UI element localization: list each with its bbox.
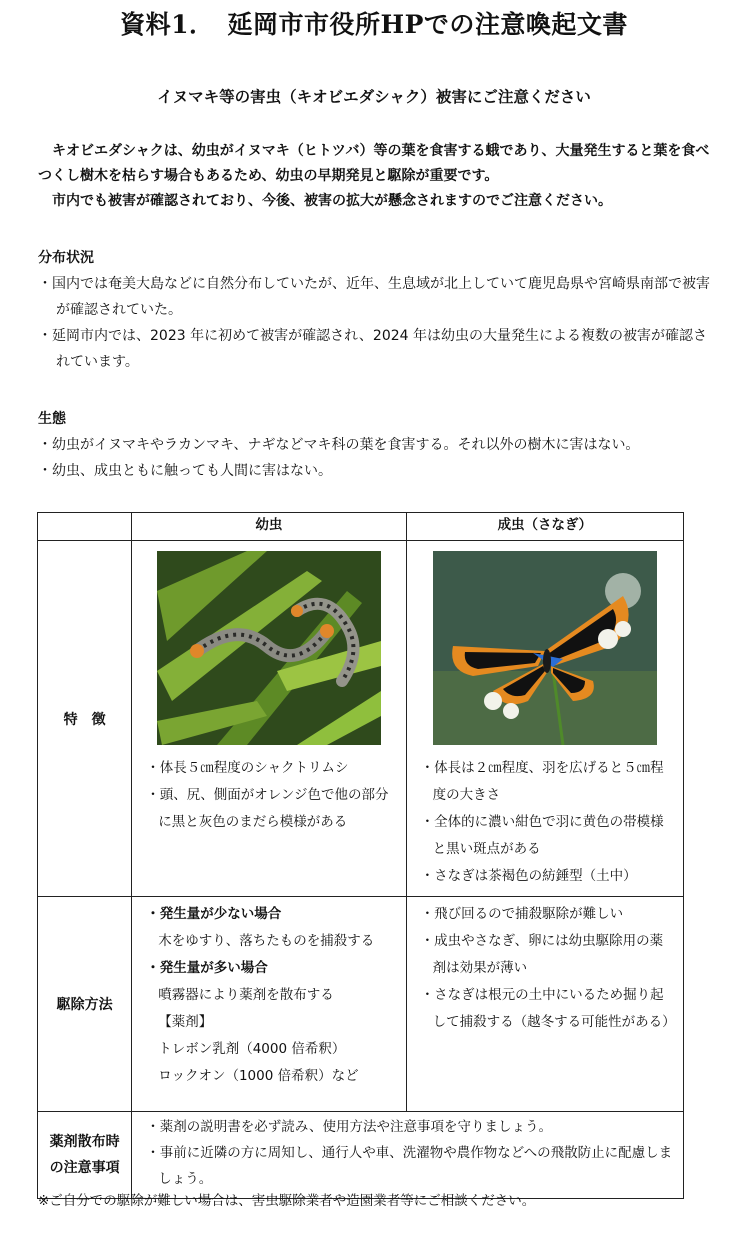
adult-features-cell [406,541,683,897]
removal-label: 駆除方法 [38,897,132,1112]
caution-item: ・薬剤の説明書を必ず読み、使用方法や注意事項を守りましょう。 [146,1119,553,1135]
caution-label-line: 薬剤散布時 [49,1134,120,1150]
chemical-item: ロックオン（1000 倍希釈）など [158,1068,359,1084]
caution-item: ・事前に近隣の方に周知し、通行人や車、洗濯物や農作物などへの飛散防止に配慮しましょう。 [146,1145,673,1187]
notice-subtitle: イヌマキ等の害虫（キオビエダシャク）被害にご注意ください [157,88,591,106]
intro-text [38,139,718,214]
distribution-item: ・国内では奄美大島などに自然分布していたが、近年、生息域が北上していて鹿児島県や宮崎県南部で被害が確認されていた。 [38,276,710,318]
few-occurrence-text: 木をゆすり、落ちたものを捕殺する [158,933,375,949]
adult-moth-photo [433,551,657,745]
footnote: ※ご自分での駆除が難しい場合は、害虫駆除業者や造園業者等にご相談ください。 [38,1193,536,1209]
pest-info-table [37,512,684,1199]
larva-header: 幼虫 [132,513,406,541]
caution-cell [132,1112,684,1199]
intro-paragraph-1: キオビエダシャクは、幼虫がイヌマキ（ヒトツバ）等の葉を食害する蛾であり、大量発生すると葉を食べつくし樹木を枯らす場合もあるため、幼虫の早期発見と駆除が重要です。 [38,143,710,184]
adult-removal-cell [406,897,683,1112]
adult-removal-list [407,897,683,1042]
adult-feature-item: ・体長は２㎝程度、羽を広げると５㎝程度の大きさ [420,760,664,803]
larva-removal-cell [132,897,406,1112]
adult-header: 成虫（さなぎ） [406,513,683,541]
chemical-item: トレボン乳剤（4000 倍希釈） [158,1041,346,1057]
many-occurrence-heading: ・発生量が多い場合 [146,960,268,976]
intro-paragraph-2: 市内でも被害が確認されており、今後、被害の拡大が懸念されますのでご注意ください。 [38,193,612,209]
adult-removal-item: ・飛び回るので捕殺駆除が難しい [420,906,624,922]
distribution-heading: 分布状況 [38,250,94,266]
few-occurrence-heading: ・発生量が少ない場合 [146,906,282,922]
table-corner-cell [38,513,132,541]
larva-feature-list [132,745,405,842]
distribution-item: ・延岡市内では、2023 年に初めて被害が確認され、2024 年は幼虫の大量発生による複数の被害が確認されています。 [38,328,707,370]
adult-feature-list [407,745,683,896]
ecology-item: ・幼虫、成虫ともに触っても人間に害はない。 [38,463,332,479]
larva-removal-list [132,897,405,1096]
ecology-heading: 生態 [38,411,66,427]
caution-list [132,1112,683,1198]
larva-features-cell [132,541,406,897]
ecology-section [38,406,718,484]
larva-feature-item: ・体長５㎝程度のシャクトリムシ [146,760,349,776]
features-label: 特 徴 [38,541,132,897]
document-title: 資料1． 延岡市市役所HPでの注意喚起文書 [120,10,628,39]
distribution-section [38,245,718,375]
ecology-item: ・幼虫がイヌマキやラカンマキ、ナギなどマキ科の葉を食害する。それ以外の樹木に害はない。 [38,437,640,453]
chemical-heading: 【薬剤】 [158,1014,213,1030]
many-occurrence-text: 噴霧器により薬剤を散布する [158,987,334,1003]
adult-feature-item: ・さなぎは茶褐色の紡錘型（土中） [420,868,637,884]
larva-feature-item: ・頭、尻、側面がオレンジ色で他の部分に黒と灰色のまだら模様がある [146,787,389,830]
caution-label-line: の注意事項 [49,1160,120,1176]
larva-photo [157,551,381,745]
adult-feature-item: ・全体的に濃い紺色で羽に黄色の帯模様と黒い斑点がある [420,814,664,857]
adult-removal-item: ・成虫やさなぎ、卵には幼虫駆除用の薬剤は効果が薄い [420,933,664,976]
adult-removal-item: ・さなぎは根元の土中にいるため掘り起して捕殺する（越冬する可能性がある） [420,987,676,1030]
caution-label [38,1112,132,1199]
